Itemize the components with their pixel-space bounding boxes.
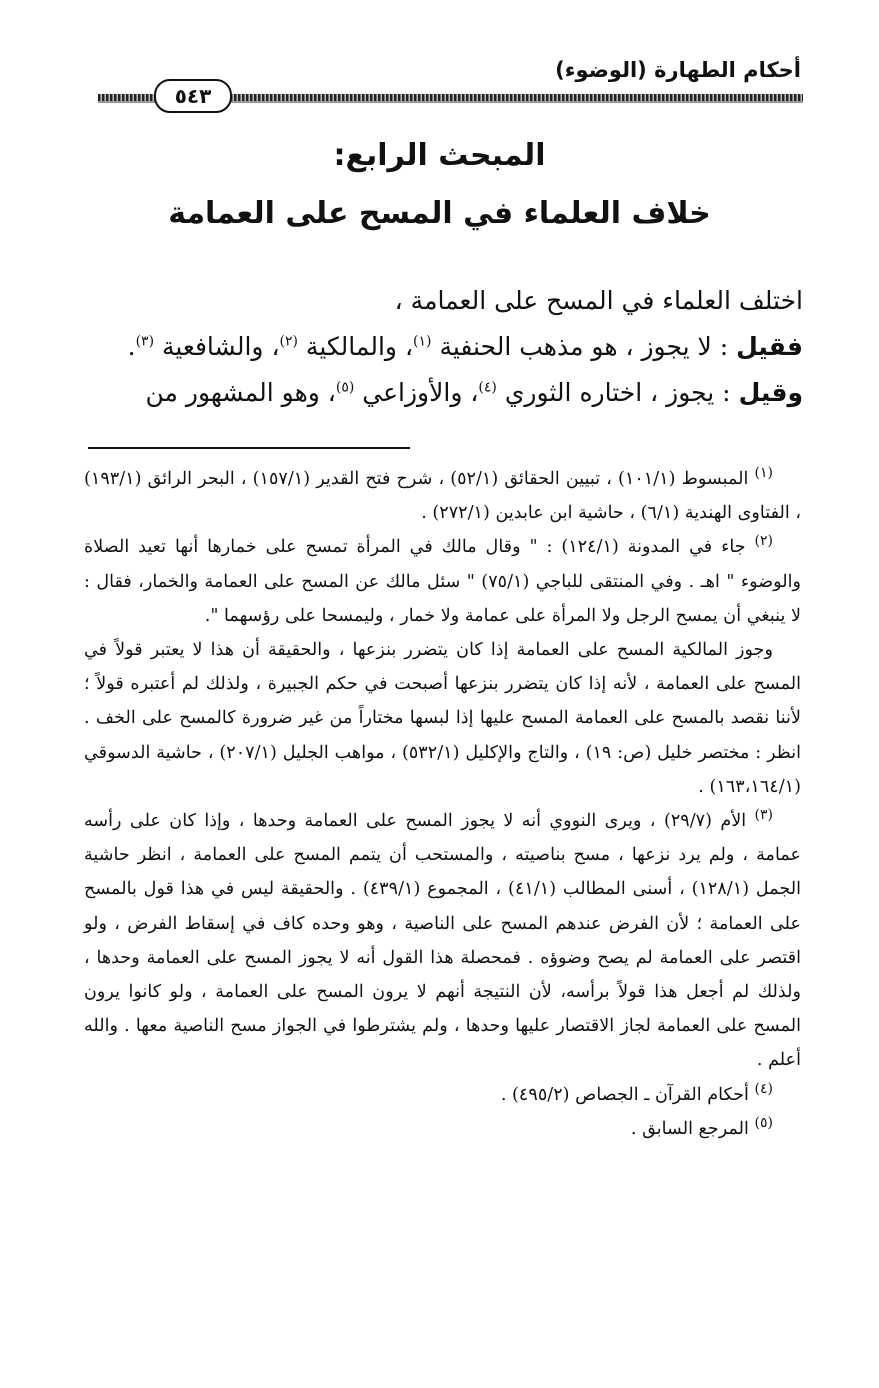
footnote-text: المبسوط (١٠١/١) ، تبيين الحقائق (٥٢/١) ، شرح فتح القدير (١٥٧/١) ، البحر الرائق (١٩٣/١) ، الفتاوى الهندية (٦/١) ، حاشية ابن عابدين (٢٧٢/١) . — [84, 469, 801, 524]
section-title: خلاف العلماء في المسح على العمامة — [168, 196, 711, 231]
lead-word: فقيل — [736, 332, 803, 361]
section-label: المبحث الرابع: — [333, 138, 546, 173]
footnote — [84, 804, 801, 1078]
footnote-marker: (١) — [754, 465, 773, 482]
footnote-ref[interactable]: (٢) — [279, 333, 298, 350]
footnote-text: المرجع السابق . — [630, 1118, 749, 1139]
footnote-text: أحكام القرآن ـ الجصاص (٤٩٥/٢) . — [500, 1084, 749, 1105]
footnote-text: الأم (٢٩/٧) ، ويرى النووي أنه لا يجوز المسح على العمامة وحدها ، وإذا كان على رأسه عمامة ، ولم يرد نزعها ، مسح بناصيته ، والمستحب أن يتمم المسح على العمامة ، انظر حاشية الجمل (١٢٨/١) ، أسنى المطالب (٤١/١) ، المجموع (٤٣٩/١) . والحقيقة ليس في هذا قول بالمسح على العمامة ؛ لأن الفرض عندهم المسح على الناصية ، وهو وحده كاف في إسقاط الفرض ، ولو اقتصر على العمامة لم يصح وضوؤه . فمحصلة هذا القول أنه لا يجوز المسح على العمامة وحدها ، ولذلك لم أجعل هذا قولاً برأسه، لأن النتيجة أنهم لا يرون المسح على العمامة ، ولو كانوا يرون المسح على العمامة لجاز الاقتصار عليها وحدها ، ولم يشترطوا في الجواز مسح الناصية معها . والله أعلم . — [84, 811, 801, 1071]
footnote-continuation: وجوز المالكية المسح على العمامة إذا كان يتضرر بنزعها ، والحقيقة أن هذا لا يعتبر قولاً في المسح على العمامة ، لأنه إذا كان يتضرر بنزعها أصبحت في حكم الجبيرة ، ولذلك لم أعتبره قولاً ؛ لأننا نقصد بالمسح على العمامة المسح عليها إذا لبسها مختاراً من غير ضرورة كالمسح على الخف . انظر : مختصر خليل (ص: ١٩) ، والتاج والإكليل (٥٣٢/١) ، مواهب الجليل (٢٠٧/١) ، حاشية الدسوقي (١٦٣،١٦٤/١) . — [84, 640, 802, 797]
body-text-segment: : يجوز ، اختاره الثوري — [496, 378, 731, 407]
footnote — [84, 530, 801, 633]
running-head: أحكام الطهارة (الوضوء) — [555, 58, 801, 82]
footnote — [84, 1112, 801, 1146]
footnote-marker: (٥) — [754, 1115, 773, 1131]
body-text-segment: : لا يجوز ، هو مذهب الحنفية — [431, 332, 729, 361]
body-paragraph — [88, 370, 803, 416]
body-text-segment: . — [127, 332, 136, 361]
footnote-separator — [88, 447, 410, 449]
page-number: ٥٤٣ — [174, 84, 212, 108]
footnote-ref[interactable]: (٤) — [478, 379, 497, 396]
body-text-segment: ، والشافعية — [154, 332, 280, 361]
page-number-badge — [154, 79, 232, 113]
body-line: اختلف العلماء في المسح على العمامة ، — [394, 286, 803, 315]
footnote-ref[interactable]: (١) — [413, 333, 432, 350]
lead-word: وقيل — [738, 378, 803, 407]
footnote-marker: (٢) — [754, 533, 773, 550]
body-text-segment: ، والأوزاعي — [354, 378, 479, 407]
footnote-marker: (٣) — [754, 807, 774, 824]
footnote-text: جاء في المدونة (١٢٤/١) : " وقال مالك في المرأة تمسح على خمارها أنها تعيد الصلاة والوضوء " اهـ . وفي المنتقى للباجي (٧٥/١) " سئل مالك عن المسح على العمامة والخمار، فقال : لا ينبغي أن يمسح الرجل ولا المرأة على عمامة ولا خمار ، وليمسحا على رؤسهما ". — [84, 537, 801, 626]
footnote — [84, 1078, 801, 1112]
footnote-ref[interactable]: (٣) — [135, 333, 155, 350]
footnote-marker: (٤) — [754, 1080, 773, 1097]
footnotes — [84, 462, 801, 1146]
body-text-segment: ، وهو المشهور من — [145, 378, 336, 407]
footnote — [84, 462, 801, 530]
body-paragraph — [88, 324, 803, 370]
body-text-segment: ، والمالكية — [297, 332, 414, 361]
footnote-ref[interactable]: (٥) — [335, 379, 355, 396]
main-text — [88, 278, 803, 416]
